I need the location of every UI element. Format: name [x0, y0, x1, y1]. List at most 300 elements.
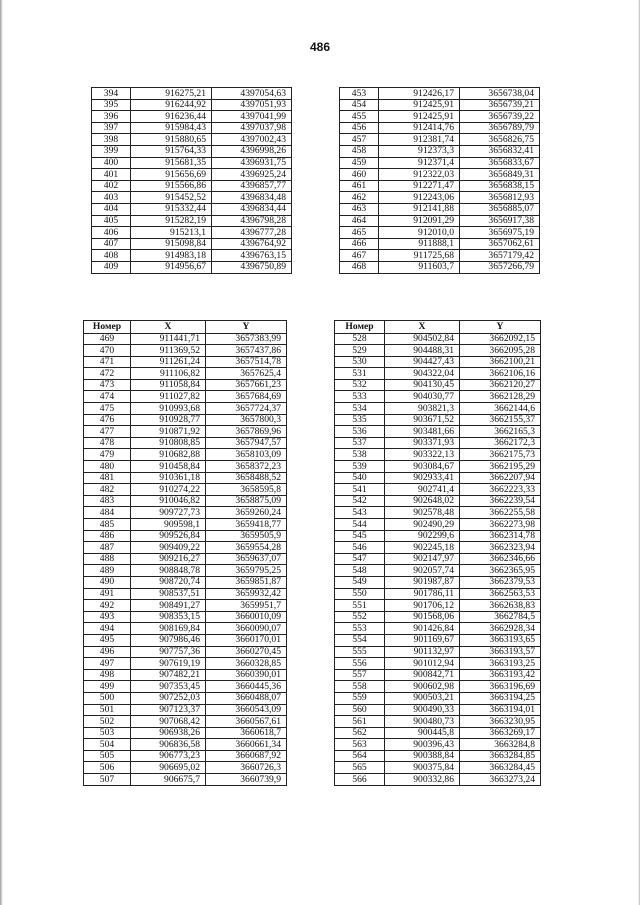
y-coordinate-cell: 3662128,29	[460, 391, 541, 403]
point-number-cell: 555	[335, 646, 385, 658]
x-coordinate-cell: 912425,91	[379, 111, 460, 123]
point-number-cell: 483	[84, 495, 131, 507]
table-row	[340, 122, 540, 134]
table-row	[84, 379, 287, 391]
y-coordinate-cell: 3658595,8	[206, 484, 287, 496]
y-coordinate-cell: 3660090,07	[206, 623, 287, 635]
x-coordinate-cell: 912414,76	[379, 122, 460, 134]
x-coordinate-cell: 912091,29	[379, 215, 460, 227]
table-row	[335, 704, 541, 716]
point-number-cell: 409	[92, 261, 131, 273]
point-number-cell: 473	[84, 379, 131, 391]
table-row	[84, 565, 287, 577]
table-row	[335, 403, 541, 415]
x-coordinate-cell: 907353,45	[131, 681, 206, 693]
point-number-cell: 493	[84, 611, 131, 623]
table-row	[335, 692, 541, 704]
header-x: X	[385, 321, 460, 334]
x-coordinate-cell: 901987,87	[385, 576, 460, 588]
table-row	[335, 368, 541, 380]
table-row	[340, 261, 540, 273]
x-coordinate-cell: 908353,15	[131, 611, 206, 623]
point-number-cell: 507	[84, 774, 131, 786]
y-coordinate-cell: 3657947,57	[206, 437, 287, 449]
y-coordinate-cell: 3656738,04	[460, 88, 540, 100]
x-coordinate-cell: 904130,45	[385, 379, 460, 391]
x-coordinate-cell: 914983,18	[131, 250, 212, 262]
point-number-cell: 558	[335, 681, 385, 693]
point-number-cell: 537	[335, 437, 385, 449]
point-number-cell: 504	[84, 739, 131, 751]
table-row	[335, 345, 541, 357]
y-coordinate-cell: 3663196,69	[460, 681, 541, 693]
table-row	[92, 227, 292, 239]
y-coordinate-cell: 3662195,29	[460, 461, 541, 473]
table-row	[335, 565, 541, 577]
x-coordinate-cell: 900445,8	[385, 727, 460, 739]
table-row	[335, 611, 541, 623]
table-row	[340, 250, 540, 262]
x-coordinate-cell: 915213,1	[131, 227, 212, 239]
point-number-cell: 543	[335, 507, 385, 519]
table-row	[340, 99, 540, 111]
table-row	[335, 762, 541, 774]
table-row	[335, 669, 541, 681]
table-row	[340, 134, 540, 146]
point-number-cell: 557	[335, 669, 385, 681]
point-number-cell: 551	[335, 600, 385, 612]
y-coordinate-cell: 3657266,79	[460, 261, 540, 273]
point-number-cell: 566	[335, 774, 385, 786]
y-coordinate-cell: 3660618,7	[206, 727, 287, 739]
point-number-cell: 394	[92, 88, 131, 100]
x-coordinate-cell: 904502,84	[385, 333, 460, 345]
table-row	[92, 215, 292, 227]
table-row	[84, 692, 287, 704]
y-coordinate-cell: 3657437,86	[206, 345, 287, 357]
x-coordinate-cell: 909216,27	[131, 553, 206, 565]
y-coordinate-cell: 3659260,24	[206, 507, 287, 519]
point-number-cell: 499	[84, 681, 131, 693]
table-row	[84, 345, 287, 357]
point-number-cell: 457	[340, 134, 379, 146]
point-number-cell: 545	[335, 530, 385, 542]
point-number-cell: 532	[335, 379, 385, 391]
y-coordinate-cell: 3656826,75	[460, 134, 540, 146]
point-number-cell: 531	[335, 368, 385, 380]
y-coordinate-cell: 3660567,61	[206, 716, 287, 728]
y-coordinate-cell: 3660543,09	[206, 704, 287, 716]
x-coordinate-cell: 900490,33	[385, 704, 460, 716]
y-coordinate-cell: 3660170,01	[206, 634, 287, 646]
y-coordinate-cell: 3662207,94	[460, 472, 541, 484]
x-coordinate-cell: 911603,7	[379, 261, 460, 273]
point-number-cell: 401	[92, 169, 131, 181]
table-row	[335, 507, 541, 519]
point-number-cell: 546	[335, 542, 385, 554]
table-row	[84, 426, 287, 438]
y-coordinate-cell: 4397041,99	[212, 111, 292, 123]
table-row	[335, 379, 541, 391]
point-number-cell: 553	[335, 623, 385, 635]
page-number: 486	[309, 40, 331, 54]
table-row	[84, 623, 287, 635]
header-number: Номер	[84, 321, 131, 334]
point-number-cell: 542	[335, 495, 385, 507]
table-row	[84, 750, 287, 762]
y-coordinate-cell: 4396763,15	[212, 250, 292, 262]
point-number-cell: 540	[335, 472, 385, 484]
y-coordinate-cell: 3656838,15	[460, 180, 540, 192]
table-row	[340, 215, 540, 227]
point-number-cell: 496	[84, 646, 131, 658]
x-coordinate-cell: 910682,88	[131, 449, 206, 461]
point-number-cell: 463	[340, 203, 379, 215]
y-coordinate-cell: 3662255,58	[460, 507, 541, 519]
point-number-cell: 484	[84, 507, 131, 519]
x-coordinate-cell: 915880,65	[131, 134, 212, 146]
y-coordinate-cell: 3656812,93	[460, 192, 540, 204]
y-coordinate-cell: 3659418,77	[206, 519, 287, 531]
x-coordinate-cell: 910808,85	[131, 437, 206, 449]
table-row	[340, 111, 540, 123]
y-coordinate-cell: 3663194,25	[460, 692, 541, 704]
table-row	[340, 145, 540, 157]
table-row	[340, 180, 540, 192]
x-coordinate-cell: 915282,19	[131, 215, 212, 227]
point-number-cell: 461	[340, 180, 379, 192]
point-number-cell: 468	[340, 261, 379, 273]
table-row	[84, 414, 287, 426]
table-row	[84, 774, 287, 786]
y-coordinate-cell: 3663284,45	[460, 762, 541, 774]
x-coordinate-cell: 904427,43	[385, 356, 460, 368]
point-number-cell: 487	[84, 542, 131, 554]
x-coordinate-cell: 906773,23	[131, 750, 206, 762]
x-coordinate-cell: 910993,68	[131, 403, 206, 415]
x-coordinate-cell: 909526,84	[131, 530, 206, 542]
y-coordinate-cell: 3662144,6	[460, 403, 541, 415]
table-row	[335, 333, 541, 345]
x-coordinate-cell: 908537,51	[131, 588, 206, 600]
x-coordinate-cell: 906938,26	[131, 727, 206, 739]
x-coordinate-cell: 911441,71	[131, 333, 206, 345]
point-number-cell: 456	[340, 122, 379, 134]
point-number-cell: 561	[335, 716, 385, 728]
x-coordinate-cell: 915332,44	[131, 203, 212, 215]
header-y: Y	[206, 321, 287, 334]
table-row	[340, 238, 540, 250]
x-coordinate-cell: 902648,02	[385, 495, 460, 507]
y-coordinate-cell: 3662346,66	[460, 553, 541, 565]
table-row	[335, 461, 541, 473]
table-row	[92, 180, 292, 192]
x-coordinate-cell: 907068,42	[131, 716, 206, 728]
table-row	[335, 716, 541, 728]
x-coordinate-cell: 904322,04	[385, 368, 460, 380]
point-number-cell: 552	[335, 611, 385, 623]
table-row	[84, 403, 287, 415]
x-coordinate-cell: 901426,84	[385, 623, 460, 635]
x-coordinate-cell: 901706,12	[385, 600, 460, 612]
table-row	[335, 750, 541, 762]
point-number-cell: 548	[335, 565, 385, 577]
point-number-cell: 459	[340, 157, 379, 169]
y-coordinate-cell: 4396925,24	[212, 169, 292, 181]
x-coordinate-cell: 903481,66	[385, 426, 460, 438]
x-coordinate-cell: 903371,93	[385, 437, 460, 449]
y-coordinate-cell: 3659554,28	[206, 542, 287, 554]
y-coordinate-cell: 3660270,45	[206, 646, 287, 658]
point-number-cell: 492	[84, 600, 131, 612]
y-coordinate-cell: 3657625,4	[206, 368, 287, 380]
x-coordinate-cell: 902147,97	[385, 553, 460, 565]
point-number-cell: 535	[335, 414, 385, 426]
x-coordinate-cell: 902057,74	[385, 565, 460, 577]
y-coordinate-cell: 3659795,25	[206, 565, 287, 577]
x-coordinate-cell: 900503,21	[385, 692, 460, 704]
point-number-cell: 550	[335, 588, 385, 600]
table-row	[340, 157, 540, 169]
x-coordinate-cell: 909409,22	[131, 542, 206, 554]
y-coordinate-cell: 3657179,42	[460, 250, 540, 262]
point-number-cell: 503	[84, 727, 131, 739]
y-coordinate-cell: 3656739,22	[460, 111, 540, 123]
point-number-cell: 541	[335, 484, 385, 496]
x-coordinate-cell: 915764,33	[131, 145, 212, 157]
point-number-cell: 491	[84, 588, 131, 600]
x-coordinate-cell: 907986,46	[131, 634, 206, 646]
point-number-cell: 533	[335, 391, 385, 403]
y-coordinate-cell: 3660687,92	[206, 750, 287, 762]
x-coordinate-cell: 901169,67	[385, 634, 460, 646]
table-row	[84, 356, 287, 368]
x-coordinate-cell: 902933,41	[385, 472, 460, 484]
y-coordinate-cell: 3659505,9	[206, 530, 287, 542]
table-row	[84, 437, 287, 449]
table-row	[84, 461, 287, 473]
x-coordinate-cell: 901012,94	[385, 658, 460, 670]
y-coordinate-cell: 3663194,01	[460, 704, 541, 716]
y-coordinate-cell: 3657062,61	[460, 238, 540, 250]
point-number-cell: 455	[340, 111, 379, 123]
table-row	[335, 634, 541, 646]
point-number-cell: 536	[335, 426, 385, 438]
x-coordinate-cell: 900375,84	[385, 762, 460, 774]
y-coordinate-cell: 3662106,16	[460, 368, 541, 380]
y-coordinate-cell: 3663193,57	[460, 646, 541, 658]
point-number-cell: 469	[84, 333, 131, 345]
y-coordinate-cell: 3660328,85	[206, 658, 287, 670]
point-number-cell: 406	[92, 227, 131, 239]
y-coordinate-cell: 3660726,3	[206, 762, 287, 774]
point-number-cell: 470	[84, 345, 131, 357]
point-number-cell: 495	[84, 634, 131, 646]
y-coordinate-cell: 4397037,98	[212, 122, 292, 134]
x-coordinate-cell: 907619,19	[131, 658, 206, 670]
y-coordinate-cell: 4396834,48	[212, 192, 292, 204]
x-coordinate-cell: 900602,98	[385, 681, 460, 693]
x-coordinate-cell: 915681,35	[131, 157, 212, 169]
point-number-cell: 465	[340, 227, 379, 239]
y-coordinate-cell: 3657661,23	[206, 379, 287, 391]
table-row	[92, 122, 292, 134]
y-coordinate-cell: 4396750,89	[212, 261, 292, 273]
y-coordinate-cell: 3659851,87	[206, 576, 287, 588]
point-number-cell: 472	[84, 368, 131, 380]
y-coordinate-cell: 3660390,01	[206, 669, 287, 681]
y-coordinate-cell: 4397051,93	[212, 99, 292, 111]
table-row	[92, 134, 292, 146]
table-row	[335, 495, 541, 507]
point-number-cell: 544	[335, 519, 385, 531]
y-coordinate-cell: 3662323,94	[460, 542, 541, 554]
table-row	[335, 426, 541, 438]
x-coordinate-cell: 910274,22	[131, 484, 206, 496]
table-row	[335, 553, 541, 565]
point-number-cell: 408	[92, 250, 131, 262]
x-coordinate-cell: 912371,4	[379, 157, 460, 169]
table-row	[335, 530, 541, 542]
point-number-cell: 407	[92, 238, 131, 250]
table-row	[84, 333, 287, 345]
x-coordinate-cell: 902578,48	[385, 507, 460, 519]
header-x: X	[131, 321, 206, 334]
x-coordinate-cell: 915984,43	[131, 122, 212, 134]
y-coordinate-cell: 3663284,8	[460, 739, 541, 751]
x-coordinate-cell: 902245,18	[385, 542, 460, 554]
table-row	[335, 623, 541, 635]
y-coordinate-cell: 3662155,37	[460, 414, 541, 426]
point-number-cell: 549	[335, 576, 385, 588]
x-coordinate-cell: 912271,47	[379, 180, 460, 192]
y-coordinate-cell: 3656832,41	[460, 145, 540, 157]
y-coordinate-cell: 3662273,98	[460, 519, 541, 531]
x-coordinate-cell: 911888,1	[379, 238, 460, 250]
table-row	[92, 192, 292, 204]
table-row	[335, 356, 541, 368]
table-row	[335, 449, 541, 461]
table-row	[335, 600, 541, 612]
point-number-cell: 547	[335, 553, 385, 565]
point-number-cell: 397	[92, 122, 131, 134]
y-coordinate-cell: 4396998,26	[212, 145, 292, 157]
x-coordinate-cell: 900396,43	[385, 739, 460, 751]
x-coordinate-cell: 906675,7	[131, 774, 206, 786]
table-header-row	[335, 321, 541, 334]
x-coordinate-cell: 907123,37	[131, 704, 206, 716]
table-row	[335, 542, 541, 554]
x-coordinate-cell: 912243,06	[379, 192, 460, 204]
table-row	[340, 192, 540, 204]
table-row	[92, 111, 292, 123]
x-coordinate-cell: 912141,88	[379, 203, 460, 215]
point-number-cell: 466	[340, 238, 379, 250]
table-row	[92, 169, 292, 181]
table-row	[84, 519, 287, 531]
x-coordinate-cell: 907757,36	[131, 646, 206, 658]
point-number-cell: 478	[84, 437, 131, 449]
header-number: Номер	[335, 321, 385, 334]
table-row	[84, 762, 287, 774]
x-coordinate-cell: 909727,73	[131, 507, 206, 519]
point-number-cell: 538	[335, 449, 385, 461]
x-coordinate-cell: 911106,82	[131, 368, 206, 380]
point-number-cell: 559	[335, 692, 385, 704]
y-coordinate-cell: 3662120,27	[460, 379, 541, 391]
point-number-cell: 458	[340, 145, 379, 157]
x-coordinate-cell: 908491,27	[131, 600, 206, 612]
x-coordinate-cell: 910046,82	[131, 495, 206, 507]
point-number-cell: 398	[92, 134, 131, 146]
table-row	[340, 88, 540, 100]
point-number-cell: 529	[335, 345, 385, 357]
point-number-cell: 400	[92, 157, 131, 169]
table-row	[84, 576, 287, 588]
point-number-cell: 454	[340, 99, 379, 111]
y-coordinate-cell: 3662239,54	[460, 495, 541, 507]
x-coordinate-cell: 912373,3	[379, 145, 460, 157]
point-number-cell: 475	[84, 403, 131, 415]
table-row	[92, 261, 292, 273]
point-number-cell: 481	[84, 472, 131, 484]
table-row	[335, 391, 541, 403]
table-row	[84, 542, 287, 554]
x-coordinate-cell: 901568,06	[385, 611, 460, 623]
point-number-cell: 480	[84, 461, 131, 473]
point-number-cell: 486	[84, 530, 131, 542]
table-row	[84, 646, 287, 658]
y-coordinate-cell: 3660010,09	[206, 611, 287, 623]
point-number-cell: 453	[340, 88, 379, 100]
x-coordinate-cell: 906836,58	[131, 739, 206, 751]
x-coordinate-cell: 915452,52	[131, 192, 212, 204]
x-coordinate-cell: 916275,21	[131, 88, 212, 100]
y-coordinate-cell: 3656739,21	[460, 99, 540, 111]
x-coordinate-cell: 901786,11	[385, 588, 460, 600]
y-coordinate-cell: 3662379,53	[460, 576, 541, 588]
point-number-cell: 494	[84, 623, 131, 635]
y-coordinate-cell: 3658103,09	[206, 449, 287, 461]
table-row	[84, 553, 287, 565]
x-coordinate-cell: 908848,78	[131, 565, 206, 577]
table-row	[84, 449, 287, 461]
x-coordinate-cell: 915656,69	[131, 169, 212, 181]
y-coordinate-cell: 3662172,3	[460, 437, 541, 449]
y-coordinate-cell: 3656885,07	[460, 203, 540, 215]
table-row	[84, 368, 287, 380]
y-coordinate-cell: 3656833,67	[460, 157, 540, 169]
y-coordinate-cell: 3662928,34	[460, 623, 541, 635]
header-y: Y	[460, 321, 541, 334]
x-coordinate-cell: 902741,4	[385, 484, 460, 496]
y-coordinate-cell: 3656849,31	[460, 169, 540, 181]
table-row	[84, 611, 287, 623]
x-coordinate-cell: 906695,02	[131, 762, 206, 774]
point-number-cell: 395	[92, 99, 131, 111]
table-row	[84, 495, 287, 507]
table-row	[335, 588, 541, 600]
table-row	[92, 145, 292, 157]
point-number-cell: 479	[84, 449, 131, 461]
y-coordinate-cell: 3662223,33	[460, 484, 541, 496]
x-coordinate-cell: 909598,1	[131, 519, 206, 531]
y-coordinate-cell: 3662314,78	[460, 530, 541, 542]
table-row	[84, 507, 287, 519]
y-coordinate-cell: 4396834,44	[212, 203, 292, 215]
point-number-cell: 505	[84, 750, 131, 762]
point-number-cell: 489	[84, 565, 131, 577]
